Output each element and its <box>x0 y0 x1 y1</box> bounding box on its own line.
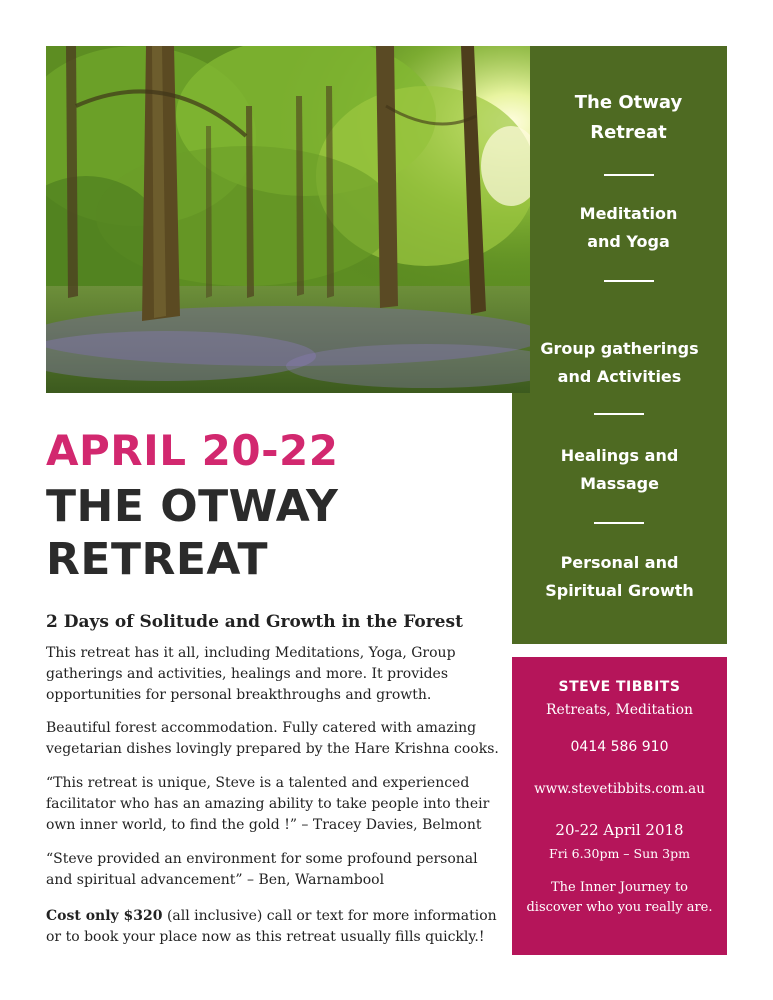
divider <box>594 413 644 415</box>
feature-meditation-line2: and Yoga <box>587 232 670 251</box>
feature-healings-line2: Massage <box>580 474 659 493</box>
contact-name: STEVE TIBBITS <box>558 679 681 695</box>
forest-photo <box>46 46 530 393</box>
cost-details: (all inclusive) call or text for more information or to book your place now as this retreat usually fills quickly.! <box>46 908 497 945</box>
divider <box>594 522 644 524</box>
feature-group-line2: and Activities <box>557 367 682 386</box>
title-line1: THE OTWAY <box>46 481 339 532</box>
intro-paragraph: This retreat has it all, including Meditations, Yoga, Group gatherings and activities, healings and more. It provides opportunities for personal breakthroughs and growth. <box>46 645 456 703</box>
feature-otway-retreat <box>530 88 727 148</box>
contact-dates: 20-22 April 2018 <box>555 821 684 839</box>
contact-times: Fri 6.30pm – Sun 3pm <box>549 846 690 861</box>
cost-paragraph <box>46 906 504 948</box>
feature-healings-massage <box>512 442 727 498</box>
feature-personal-line1: Personal and <box>560 553 679 572</box>
testimonial-tracey: “This retreat is unique, Steve is a talented and experienced facilitator who has an amazing ability to take people into their own inner world, to find the gold !” – Tracey Davies, Belmont <box>46 775 490 833</box>
cost-label: Cost only $320 <box>46 908 163 924</box>
accommodation-paragraph: Beautiful forest accommodation. Fully catered with amazing vegetarian dishes lovingly prepared by the Hare Krishna cooks. <box>46 720 499 757</box>
features-panel-bottom <box>512 393 727 644</box>
feature-healings-line1: Healings and <box>560 446 679 465</box>
contact-panel <box>512 657 727 955</box>
testimonial-ben: “Steve provided an environment for some profound personal and spiritual advancement” – Ben, Warnambool <box>46 851 478 888</box>
event-title-heading <box>46 480 486 586</box>
divider <box>604 174 654 176</box>
feature-personal-growth <box>512 549 727 605</box>
contact-services: Retreats, Meditation <box>545 702 694 718</box>
forest-illustration <box>46 46 530 393</box>
event-date-heading: APRIL 20-22 <box>46 426 339 475</box>
subheading: 2 Days of Solitude and Growth in the Forest <box>46 612 463 632</box>
feature-meditation-yoga <box>530 200 727 256</box>
features-panel-top <box>530 46 727 393</box>
feature-meditation-line1: Meditation <box>579 204 678 223</box>
contact-website: www.stevetibbits.com.au <box>534 781 705 797</box>
title-line2: RETREAT <box>46 534 269 585</box>
feature-group-line1: Group gatherings <box>540 339 699 358</box>
contact-phone: 0414 586 910 <box>570 739 669 755</box>
contact-tagline: The Inner Journey to discover who you really are. <box>526 880 713 915</box>
feature-personal-line2: Spiritual Growth <box>545 581 694 600</box>
feature-group-gatherings <box>512 335 727 391</box>
feature-otway-line2: Retreat <box>590 122 667 143</box>
feature-otway-line1: The Otway <box>574 92 683 113</box>
divider <box>604 280 654 282</box>
